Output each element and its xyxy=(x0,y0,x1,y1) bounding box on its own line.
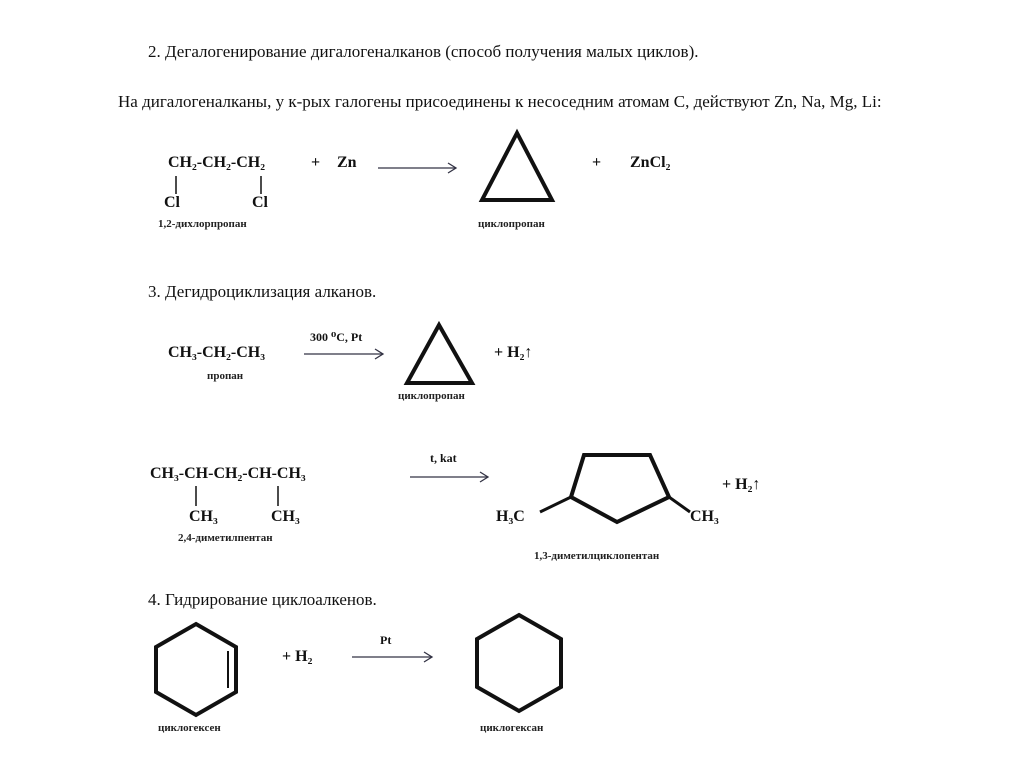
reaction-condition-2: t, kat xyxy=(430,451,457,465)
product-name-cyclopropane-1: циклопропан xyxy=(478,218,545,230)
chlorine-substituent-2: Cl xyxy=(252,194,268,211)
methyl-substituent-1: CH₃ xyxy=(189,508,218,525)
cyclohexene-ring xyxy=(156,624,236,715)
hydrogen-byproduct-1: + H₂↑ xyxy=(494,344,533,361)
plus-sign-2: + xyxy=(592,154,602,171)
dichloropropane-formula: CH₂-CH₂-CH₂ xyxy=(168,154,266,171)
hydrogen-reagent: + H₂ xyxy=(282,648,313,665)
product-name-cyclohexane: циклогексан xyxy=(480,722,544,734)
methyl-group-right: CH₃ xyxy=(690,508,719,525)
methyl-bond-left xyxy=(540,497,571,512)
propane-formula: CH₃-CH₂-CH₃ xyxy=(168,344,266,361)
zinc-reagent: Zn xyxy=(337,154,357,171)
plus-sign-1: + xyxy=(311,154,321,171)
reactant-name-propane: пропан xyxy=(207,370,244,382)
reaction-arrow-1 xyxy=(378,163,456,173)
cyclopropane-ring-1 xyxy=(482,133,552,200)
methyl-substituent-2: CH₃ xyxy=(271,508,300,525)
reaction-arrow-3 xyxy=(410,472,488,482)
product-name-cyclopropane-2: циклопропан xyxy=(398,390,465,402)
section-3-heading: 3. Дегидроциклизация алканов. xyxy=(148,282,377,301)
product-name-dimethylcyclopentane: 1,3-диметилциклопентан xyxy=(534,550,660,562)
reactant-name-cyclohexene: циклогексен xyxy=(158,722,221,734)
cyclopropane-ring-2 xyxy=(407,325,472,383)
cyclohexane-ring xyxy=(477,615,561,711)
reaction-condition-1: 300 ⁰C, Pt xyxy=(310,330,363,344)
section-2-heading: 2. Дегалогенирование дигалогеналканов (способ получения малых циклов). xyxy=(148,42,699,61)
reactant-name-dichloropropane: 1,2-дихлорпропан xyxy=(158,218,247,230)
section-4-heading: 4. Гидрирование циклоалкенов. xyxy=(148,590,377,609)
reaction-arrow-2 xyxy=(304,349,383,359)
cyclopentane-ring xyxy=(571,455,669,522)
reaction-condition-3: Pt xyxy=(380,633,392,647)
chlorine-substituent-1: Cl xyxy=(164,194,180,211)
methyl-group-left: H₃C xyxy=(496,508,525,525)
section-2-text: На дигалогеналканы, у к-рых галогены присоединены к несоседним атомам С, действуют Zn, Na, Mg, Li: xyxy=(118,92,882,111)
zinc-chloride: ZnCl₂ xyxy=(630,154,671,171)
methyl-bond-right xyxy=(669,497,690,512)
reaction-arrow-4 xyxy=(352,652,432,662)
dimethylpentane-formula: CH₃-CH-CH₂-CH-CH₃ xyxy=(150,465,306,482)
reactant-name-dimethylpentane: 2,4-диметилпентан xyxy=(178,532,273,544)
hydrogen-byproduct-2: + H₂↑ xyxy=(722,476,761,493)
